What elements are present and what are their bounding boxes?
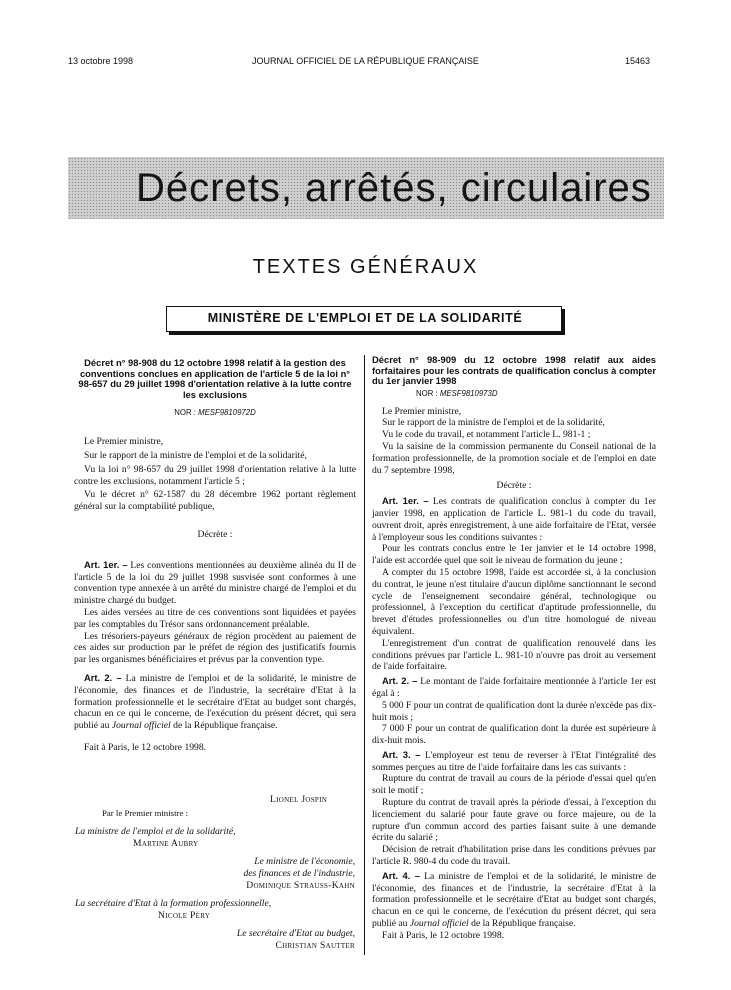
art-label: Art. 2. – (382, 675, 418, 687)
signatory-title-1: La ministre de l'emploi et de la solidarité, (75, 826, 236, 837)
right-art1-p3: A compter du 15 octobre 1998, l'aide est accordée si, à la conclusion du contrat, le jeune n'est titulaire d'aucun diplôme sanctionnant le second cycle de l'enseignement secondaire général, technologique ou professionnel, à l'exception du certificat d'aptitude professionnelle, du brevet d'études professionnelles ou d'un titre homologué de niveau équivalent. (372, 566, 656, 637)
right-art2-p3: 7 000 F pour un contrat de qualification dont la durée est supérieure à dix-huit mois. (372, 723, 656, 747)
art-text: de la République française. (471, 918, 576, 930)
ministry-name: MINISTÈRE DE L'EMPLOI ET DE LA SOLIDARITÉ (207, 311, 523, 325)
banner-title: Décrets, arrêtés, circulaires (136, 166, 652, 210)
left-nor (74, 407, 356, 419)
left-decrete: Décrète : (197, 528, 233, 540)
right-decree-title: Décret n° 98-909 du 12 octobre 1998 relatif aux aides forfaitaires pour les contrats de qualification conclus à compter du 1er janvier 1998 (372, 354, 656, 387)
left-decree-title: Décret n° 98-908 du 12 octobre 1998 relatif à la gestion des conventions conclues en application de l'article 5 de la loi n° 98-657 du 29 juillet 1998 d'orientation relative à la lutte contre les exclusions (78, 357, 352, 400)
art-text: Les contrats de qualification conclus à compter du 1er janvier 1998, en application de l'article L. 981-1 du code du travail, ouvrent droit, après enregistrement, à une aide forfaitaire de l'Etat, versée à l'employeur sous les conditions suivantes : (372, 496, 656, 543)
left-art1 (74, 559, 356, 607)
right-art4 (372, 870, 656, 930)
left-art2 (74, 672, 356, 732)
right-decrete: Décrète : (496, 480, 532, 492)
left-art1-p2: Les aides versées au titre de ces conventions sont liquidées et payées par les comptables du Trésor sans ordonnancement préalable. (74, 606, 356, 630)
art-label: Art. 2. – (84, 671, 122, 683)
right-fait: Fait à Paris, le 12 octobre 1998. (382, 929, 505, 941)
right-art2 (372, 675, 656, 700)
right-nor (416, 388, 656, 400)
art-text: L'employeur est tenu de reverser à l'Etat l'intégralité des sommes perçues au titre de l'aide forfaitaire dans les cas suivants : (372, 749, 656, 773)
left-p3: Vu la loi n° 98-657 du 29 juillet 1998 d'orientation relative à la lutte contre les exclusions, notamment l'article 5 ; (74, 463, 356, 487)
right-art2-p2: 5 000 F pour un contrat de qualification dont la durée n'excède pas dix-huit mois ; (372, 699, 656, 723)
art-text: Les conventions mentionnées au deuxième alinéa du II de l'article 5 de la loi du 29 juillet 1998 susvisée sont conformes à une convention type annexée à un arrêté du ministre chargé de l'emploi et du ministre chargé du budget. (74, 559, 356, 607)
art-label: Art. 4. – (382, 869, 420, 881)
art-text: de la République française. (173, 720, 278, 732)
ministry-box (166, 306, 562, 332)
art-label: Art. 1er. – (382, 495, 429, 507)
right-p3: Vu le code du travail, et notamment l'article L. 981-1 ; (382, 429, 591, 441)
left-p1: Le Premier ministre, (84, 436, 164, 448)
column-divider (364, 355, 365, 955)
signatory-title-4: Le secrétaire d'Etat au budget, (236, 928, 355, 939)
nor-label: NOR : (416, 388, 438, 398)
nor-label: NOR : (174, 408, 196, 418)
par-premier-ministre: Par le Premier ministre : (102, 808, 188, 818)
left-art1-p3: Les trésoriers-payeurs généraux de région procèdent au paiement de ces aides sur production par le préfet de région des justificatifs fournis par les organismes bénéficiaires et prévus par la convention type. (74, 630, 356, 666)
right-p4: Vu la saisine de la commission permanente du Conseil national de la formation professionnelle, de la promotion sociale et de l'emploi en date du 7 septembre 1998, (372, 440, 656, 476)
journal-officiel: Journal officiel (409, 918, 469, 930)
right-p1: Le Premier ministre, (382, 405, 462, 417)
art-label: Art. 3. – (382, 748, 421, 760)
journal-title: JOURNAL OFFICIEL DE LA RÉPUBLIQUE FRANÇAISE (252, 56, 479, 66)
signatory-title-3: La secrétaire d'Etat à la formation professionnelle, (75, 898, 272, 909)
right-art3-p3: Rupture du contrat de travail après la période d'essai, à l'exception du licenciement du salarié pour faute grave ou force majeure, ou de la rupture d'un commun accord des parties faisant suite à une demande écrite du salarié ; (372, 797, 656, 844)
signatory-name-3: Nicole Péry (158, 910, 211, 921)
right-art3-p2: Rupture du contrat de travail au cours de la période d'essai quel qu'en soit le motif ; (372, 773, 656, 797)
art-text: La ministre de l'emploi et de la solidarité, le ministre de l'économie, des finances et de l'industrie, la secrétaire d'Etat à la formation professionnelle et le secrétaire d'Etat au budget sont chargés, chacun en ce qui le concerne, de l'exécution du présent décret, qui sera publié au (372, 870, 657, 930)
signatory-name-2: Dominique Strauss-Kahn (246, 880, 355, 891)
left-fait: Fait à Paris, le 12 octobre 1998. (84, 741, 207, 753)
art-text: Le montant de l'aide forfaitaire mentionnée à l'article 1er est égal à : (372, 676, 656, 699)
right-art3-p4: Décision de retrait d'habilitation prise dans les conditions prévues par l'article R. 980-4 du code du travail. (372, 844, 656, 868)
left-p4: Vu le décret n° 62-1587 du 28 décembre 1962 portant règlement général sur la comptabilité publique, (74, 489, 356, 513)
signatory-title-2a: Le ministre de l'économie, (254, 856, 355, 867)
right-column (372, 355, 656, 942)
section-title: TEXTES GÉNÉRAUX (252, 256, 479, 278)
header-date: 13 octobre 1998 (68, 56, 134, 66)
left-p2: Sur le rapport de la ministre de l'emploi et de la solidarité, (84, 449, 307, 461)
right-art3 (372, 749, 656, 774)
nor-code: MESF9810972D (198, 408, 256, 418)
art-label: Art. 1er. – (84, 558, 128, 570)
page-number: 15463 (625, 56, 651, 66)
right-art1-p4: L'enregistrement d'un contrat de qualification renouvelé dans les conditions prévues par l'article L. 981-10 n'ouvre pas droit au versement de l'aide forfaitaire. (372, 637, 656, 673)
signatory-name-1: Martine Aubry (133, 838, 199, 849)
journal-officiel: Journal officiel (111, 720, 171, 732)
signatory-name-4: Christian Sautter (275, 940, 355, 951)
right-art1-p2: Pour les contrats conclus entre le 1er janvier et le 14 octobre 1998, l'aide est accordée quel que soit le niveau de formation du jeune ; (372, 543, 656, 567)
right-p2: Sur le rapport de la ministre de l'emploi et de la solidarité, (382, 417, 605, 429)
nor-code: MESF9810973D (439, 388, 498, 398)
signer-name: Lionel Jospin (270, 794, 328, 805)
left-column (74, 358, 356, 754)
art-text: La ministre de l'emploi et de la solidarité, le ministre de l'économie, des finances et de l'industrie, la secrétaire d'Etat à la formation professionnelle et le secrétaire d'Etat au budget sont chargés, chacun en ce qui le concerne, de l'exécution du présent décret, qui sera publié au (74, 672, 356, 732)
signatory-title-2b: des finances et de l'industrie, (243, 868, 355, 879)
right-art1 (372, 495, 656, 543)
